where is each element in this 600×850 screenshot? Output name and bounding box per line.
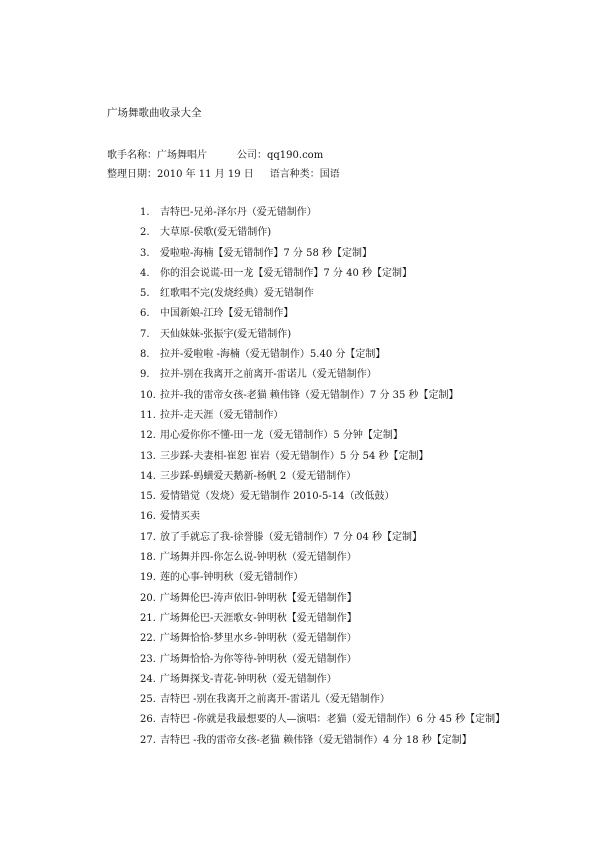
song-number: 2. <box>140 227 150 239</box>
song-list-item <box>0 653 600 673</box>
song-list-item <box>0 348 600 368</box>
song-number: 6. <box>140 308 150 320</box>
song-number: 15. <box>140 491 156 503</box>
song-list-item <box>0 693 600 713</box>
song-title: 吉特巴-兄弟-泽尔丹（爱无错制作） <box>160 207 317 218</box>
song-list-item <box>0 531 600 551</box>
song-title: 广场舞伦巴-天涯歌女-钟明秋【爱无错制作】 <box>160 612 357 624</box>
song-list-item <box>0 307 600 327</box>
song-title: 拉并-走天涯（爱无错制作） <box>160 409 284 421</box>
song-list-item <box>0 612 600 632</box>
song-list-item <box>0 450 600 470</box>
song-list-item <box>0 267 600 287</box>
song-list-item <box>0 592 600 612</box>
language-value: 国语 <box>319 169 340 180</box>
song-number: 21. <box>140 612 156 624</box>
company-label: 公司： <box>237 150 267 161</box>
language-label: 语言种类： <box>269 169 320 180</box>
song-title: 广场舞恰恰-为你等待-钟明秋（爱无错制作） <box>160 653 357 665</box>
song-title: 你的泪会说谎-田一龙【爱无错制作】7 分 40 秒【定制】 <box>160 267 413 279</box>
song-title: 吉特巴 -别在我离开之前离开-雷诺儿（爱无错制作） <box>160 694 390 706</box>
song-title: 广场舞恰恰-梦里水乡-钟明秋（爱无错制作） <box>160 633 357 645</box>
song-list-item <box>0 470 600 490</box>
song-list-item <box>0 551 600 571</box>
song-title: 莲的心事-钟明秋（爱无错制作） <box>160 572 304 584</box>
song-number: 17. <box>140 531 156 543</box>
song-title: 爱啦啦-海楠【爱无错制作】7 分 58 秒【定制】 <box>160 247 373 259</box>
song-list-item <box>0 510 600 530</box>
song-number: 4. <box>140 267 150 279</box>
song-list <box>0 206 600 754</box>
song-number: 10. <box>140 389 156 401</box>
song-list-item <box>0 429 600 449</box>
song-number: 16. <box>140 511 156 523</box>
song-number: 20. <box>140 592 156 604</box>
song-number: 13. <box>140 450 156 462</box>
song-list-item <box>0 632 600 652</box>
song-title: 三步踩-夫妻相-崔恕 崔岩（爱无错制作）5 分 54 秒【定制】 <box>160 450 429 462</box>
song-number: 19. <box>140 572 156 584</box>
song-title: 拉并-爱啦啦 -海楠（爱无错制作）5.40 分【定制】 <box>160 349 386 361</box>
song-title: 大草原-侯歌(爱无错制作) <box>160 227 272 239</box>
song-list-item <box>0 571 600 591</box>
song-title: 中国新娘-江玲【爱无错制作】 <box>160 308 294 320</box>
song-number: 14. <box>140 470 156 482</box>
song-title: 红歌唱不完(发烧经典）爱无错制作 <box>160 288 314 300</box>
date-label: 整理日期： <box>107 169 157 180</box>
song-list-item <box>0 247 600 267</box>
song-number: 18. <box>140 552 156 564</box>
song-number: 9. <box>140 369 150 381</box>
song-number: 5. <box>140 288 150 300</box>
song-title: 拉并-别在我离开之前离开-雷诺儿（爱无错制作） <box>160 369 377 381</box>
song-title: 吉特巴 -你就是我最想要的人—演唱：老猫（爱无错制作）6 分 45 秒【定制】 <box>160 714 506 726</box>
song-list-item <box>0 287 600 307</box>
song-title: 爱情买卖 <box>160 511 200 523</box>
singer-label: 歌手名称： <box>107 150 157 161</box>
singer-value: 广场舞唱片 <box>157 150 207 161</box>
song-list-item <box>0 409 600 429</box>
song-title: 广场舞探戈-青花-钟明秋（爱无错制作） <box>160 673 337 685</box>
song-list-item <box>0 490 600 510</box>
song-number: 3. <box>140 247 150 259</box>
song-list-item <box>0 673 600 693</box>
song-list-item <box>0 206 600 226</box>
song-list-item <box>0 734 600 754</box>
song-number: 8. <box>140 349 150 361</box>
song-number: 25. <box>140 694 156 706</box>
song-title: 吉特巴 -我的雷帝女孩-老猫 赖伟锋（爱无错制作）4 分 18 秒【定制】 <box>160 734 472 746</box>
song-title: 爱情错觉（发烧）爱无错制作 2010-5-14（改低鼓） <box>160 491 395 503</box>
song-number: 11. <box>140 409 156 421</box>
song-title: 三步踩-蚂蟥爱天鹅新-杨帆 2（爱无错制作） <box>160 470 357 482</box>
song-list-item <box>0 368 600 388</box>
meta-line-date-language <box>107 165 340 180</box>
song-title: 放了手就忘了我-徐誉滕（爱无错制作）7 分 04 秒【定制】 <box>160 531 423 543</box>
song-number: 22. <box>140 633 156 645</box>
song-number: 7. <box>140 328 150 340</box>
company-value: qq190.com <box>267 150 324 161</box>
song-title: 广场舞伦巴-涛声依旧-钟明秋【爱无错制作】 <box>160 592 357 604</box>
date-value: 2010 年 11 月 19 日 <box>157 169 254 180</box>
song-number: 27. <box>140 734 156 746</box>
document-title: 广场舞歌曲收录大全 <box>107 107 202 119</box>
song-title: 广场舞并四-你怎么说-钟明秋（爱无错制作） <box>160 552 357 564</box>
song-number: 23. <box>140 653 156 665</box>
song-title: 拉并-我的雷帝女孩-老猫 赖伟锋（爱无错制作）7 分 35 秒【定制】 <box>160 389 459 401</box>
song-number: 1. <box>140 207 150 218</box>
song-list-item <box>0 713 600 733</box>
song-list-item <box>0 389 600 409</box>
song-number: 26. <box>140 714 156 726</box>
song-number: 12. <box>140 430 156 442</box>
song-number: 24. <box>140 673 156 685</box>
meta-line-singer-company <box>107 146 323 161</box>
song-list-item <box>0 328 600 348</box>
song-title: 天仙妹妹-张振宇(爱无错制作) <box>160 328 292 340</box>
song-list-item <box>0 226 600 246</box>
song-title: 用心爱你你不懂-田一龙（爱无错制作）5 分钟【定制】 <box>160 430 403 442</box>
